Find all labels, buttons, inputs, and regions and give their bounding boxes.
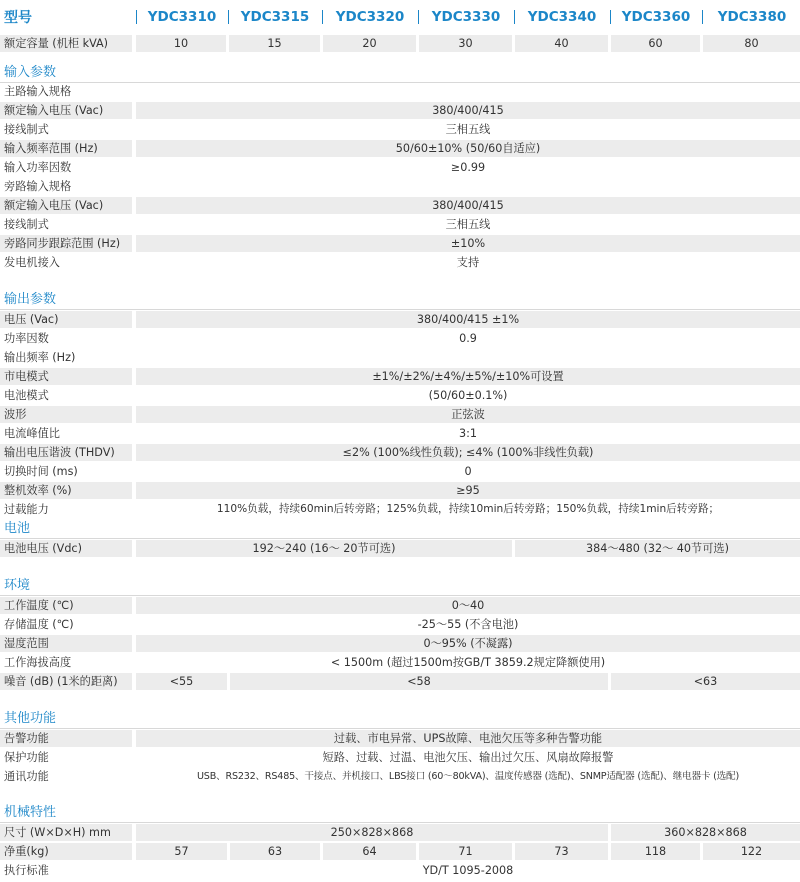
- section-title-output: 输出参数: [4, 292, 57, 307]
- row-label: 市电模式: [0, 368, 132, 385]
- row-label: 执行标准: [4, 864, 49, 877]
- row-label: 湿度范围: [0, 635, 132, 652]
- row-label: 旁路同步跟踪范围 (Hz): [0, 235, 132, 252]
- section-rule: [0, 309, 800, 310]
- capacity-value: 60: [611, 35, 700, 52]
- header-divider: [514, 10, 515, 24]
- row-value: ≤2% (100%线性负载); ≤4% (100%非线性负载): [136, 444, 800, 461]
- row-value: -25～55 (不含电池): [417, 618, 519, 631]
- row-value: 过载、市电异常、UPS故障、电池欠压等多种告警功能: [136, 730, 800, 747]
- model-name: YDC3315: [240, 9, 310, 25]
- spec-row: [0, 235, 800, 252]
- spec-row: [0, 387, 800, 404]
- row-label: 输入功率因数: [4, 161, 72, 174]
- row-value: 0～40: [136, 597, 800, 614]
- spec-row: [0, 540, 800, 557]
- row-label: 输出电压谐波 (THDV): [0, 444, 132, 461]
- section-title-input: 输入参数: [4, 65, 57, 80]
- row-value: <58: [230, 673, 608, 690]
- row-label: 主路输入规格: [4, 85, 72, 98]
- capacity-value: 20: [323, 35, 416, 52]
- spec-row: [0, 197, 800, 214]
- header-divider: [136, 10, 137, 24]
- row-value: 384～480 (32～ 40节可选): [515, 540, 800, 557]
- spec-row: [0, 330, 800, 347]
- row-value: 0～95% (不凝露): [136, 635, 800, 652]
- row-label: 发电机接入: [4, 256, 60, 269]
- spec-row: [0, 102, 800, 119]
- row-value: ±1%/±2%/±4%/±5%/±10%可设置: [136, 368, 800, 385]
- row-label: 接线制式: [4, 218, 49, 231]
- header-divider: [702, 10, 703, 24]
- row-label: 旁路输入规格: [4, 180, 72, 193]
- section-rule: [0, 595, 800, 596]
- spec-row: [0, 140, 800, 157]
- spec-row: [0, 311, 800, 328]
- spec-row: [0, 425, 800, 442]
- header-divider: [322, 10, 323, 24]
- spec-row: [0, 730, 800, 747]
- row-value: 110%负载，持续60min后转旁路；125%负载，持续10min后转旁路；150%负载，持续1min后转旁路；: [216, 503, 720, 515]
- row-value: YD/T 1095-2008: [422, 864, 514, 877]
- spec-row: [0, 368, 800, 385]
- row-label: 整机效率 (%): [0, 482, 132, 499]
- section-rule: [0, 728, 800, 729]
- row-value: 0: [464, 465, 472, 478]
- spec-row: [0, 597, 800, 614]
- row-value: < 1500m (超过1500m按GB/T 3859.2规定降额使用): [330, 656, 606, 669]
- row-value: 三相五线: [445, 218, 491, 231]
- row-value: 360×828×868: [611, 824, 800, 841]
- row-label: 工作海拔高度: [4, 656, 72, 669]
- row-label: 保护功能: [4, 751, 49, 764]
- row-value: <55: [136, 673, 227, 690]
- row-value: 正弦波: [136, 406, 800, 423]
- spec-row: [0, 654, 800, 671]
- spec-row: [0, 216, 800, 233]
- row-label: 噪音 (dB) (1米的距离): [0, 673, 132, 690]
- model-name: YDC3320: [335, 9, 405, 25]
- header-divider: [610, 10, 611, 24]
- row-value: <63: [611, 673, 800, 690]
- spec-row: [0, 463, 800, 480]
- row-label: 额定输入电压 (Vac): [0, 102, 132, 119]
- subsection-bypass-input: [0, 178, 800, 195]
- capacity-value: 40: [515, 35, 608, 52]
- section-rule: [0, 538, 800, 539]
- spec-row: [0, 254, 800, 271]
- row-label: 过载能力: [4, 503, 49, 516]
- row-label: 功率因数: [4, 332, 49, 345]
- section-title-mech: 机械特性: [4, 805, 57, 820]
- spec-row: [0, 673, 800, 690]
- row-label: 电池电压 (Vdc): [0, 540, 132, 557]
- weight-value: 73: [515, 843, 608, 860]
- row-value: ≥0.99: [450, 161, 486, 174]
- row-value: 380/400/415: [136, 197, 800, 214]
- spec-row: [0, 482, 800, 499]
- spec-row: [0, 159, 800, 176]
- weight-row: [0, 843, 800, 860]
- spec-row: [0, 616, 800, 633]
- spec-row: [0, 749, 800, 766]
- weight-value: 122: [703, 843, 800, 860]
- row-label: 电流峰值比: [4, 427, 60, 440]
- row-value: ≥95: [136, 482, 800, 499]
- model-name: YDC3310: [147, 9, 217, 25]
- spec-row: [0, 768, 800, 785]
- model-name: YDC3340: [527, 9, 597, 25]
- row-label: 电池模式: [4, 389, 49, 402]
- row-value: 0.9: [459, 332, 477, 345]
- row-value: 250×828×868: [136, 824, 608, 841]
- row-label: 波形: [0, 406, 132, 423]
- weight-value: 57: [136, 843, 227, 860]
- row-value: 192～240 (16～ 20节可选): [136, 540, 512, 557]
- model-name: YDC3330: [431, 9, 501, 25]
- row-label: 额定容量 (机柜 kVA): [0, 35, 132, 52]
- capacity-value: 80: [703, 35, 800, 52]
- capacity-value: 30: [419, 35, 512, 52]
- weight-value: 71: [419, 843, 512, 860]
- model-name: YDC3360: [621, 9, 691, 25]
- capacity-row: [0, 35, 800, 52]
- row-value: USB、RS232、RS485、干接点、并机接口、LBS接口 (60～80kVA)、温度传感器 (选配)、SNMP适配器 (选配)、继电器卡 (选配): [196, 771, 739, 782]
- row-label: 额定输入电压 (Vac): [0, 197, 132, 214]
- spec-row: [0, 501, 800, 518]
- weight-value: 64: [323, 843, 416, 860]
- row-value: 短路、过载、过温、电池欠压、输出过欠压、风扇故障报警: [322, 751, 614, 764]
- row-label: 告警功能: [0, 730, 132, 747]
- row-value: 380/400/415 ±1%: [136, 311, 800, 328]
- capacity-value: 15: [229, 35, 320, 52]
- row-value: 三相五线: [445, 123, 491, 136]
- section-rule: [0, 822, 800, 823]
- spec-row: [0, 824, 800, 841]
- weight-value: 63: [230, 843, 320, 860]
- row-label: 输出频率 (Hz): [4, 351, 76, 364]
- row-label: 电压 (Vac): [0, 311, 132, 328]
- spec-row: [0, 862, 800, 879]
- spec-row: [0, 635, 800, 652]
- row-value: 3:1: [458, 427, 477, 440]
- model-name: YDC3380: [717, 9, 787, 25]
- header-divider: [418, 10, 419, 24]
- row-label: 输入频率范围 (Hz): [0, 140, 132, 157]
- row-value: ±10%: [136, 235, 800, 252]
- row-label: 存储温度 (℃): [4, 618, 74, 631]
- row-value: 380/400/415: [136, 102, 800, 119]
- weight-value: 118: [611, 843, 700, 860]
- row-label: 工作温度 (℃): [0, 597, 132, 614]
- section-title-battery: 电池: [4, 521, 31, 536]
- section-title-other: 其他功能: [4, 711, 57, 726]
- row-value: (50/60±0.1%): [428, 389, 508, 402]
- spec-row: [0, 406, 800, 423]
- row-label: 尺寸 (W×D×H) mm: [0, 824, 132, 841]
- row-label: 通讯功能: [4, 770, 49, 783]
- row-label: 接线制式: [4, 123, 49, 136]
- section-title-env: 环境: [4, 578, 31, 593]
- row-label: 切换时间 (ms): [4, 465, 78, 478]
- spec-row: [0, 349, 800, 366]
- row-value: 50/60±10% (50/60自适应): [136, 140, 800, 157]
- spec-row: [0, 121, 800, 138]
- row-label: 净重(kg): [0, 843, 132, 860]
- row-value: 支持: [456, 256, 480, 269]
- spec-row: [0, 444, 800, 461]
- capacity-value: 10: [136, 35, 226, 52]
- model-header-title: 型号: [4, 10, 32, 26]
- subsection-main-input: [0, 83, 800, 100]
- header-divider: [228, 10, 229, 24]
